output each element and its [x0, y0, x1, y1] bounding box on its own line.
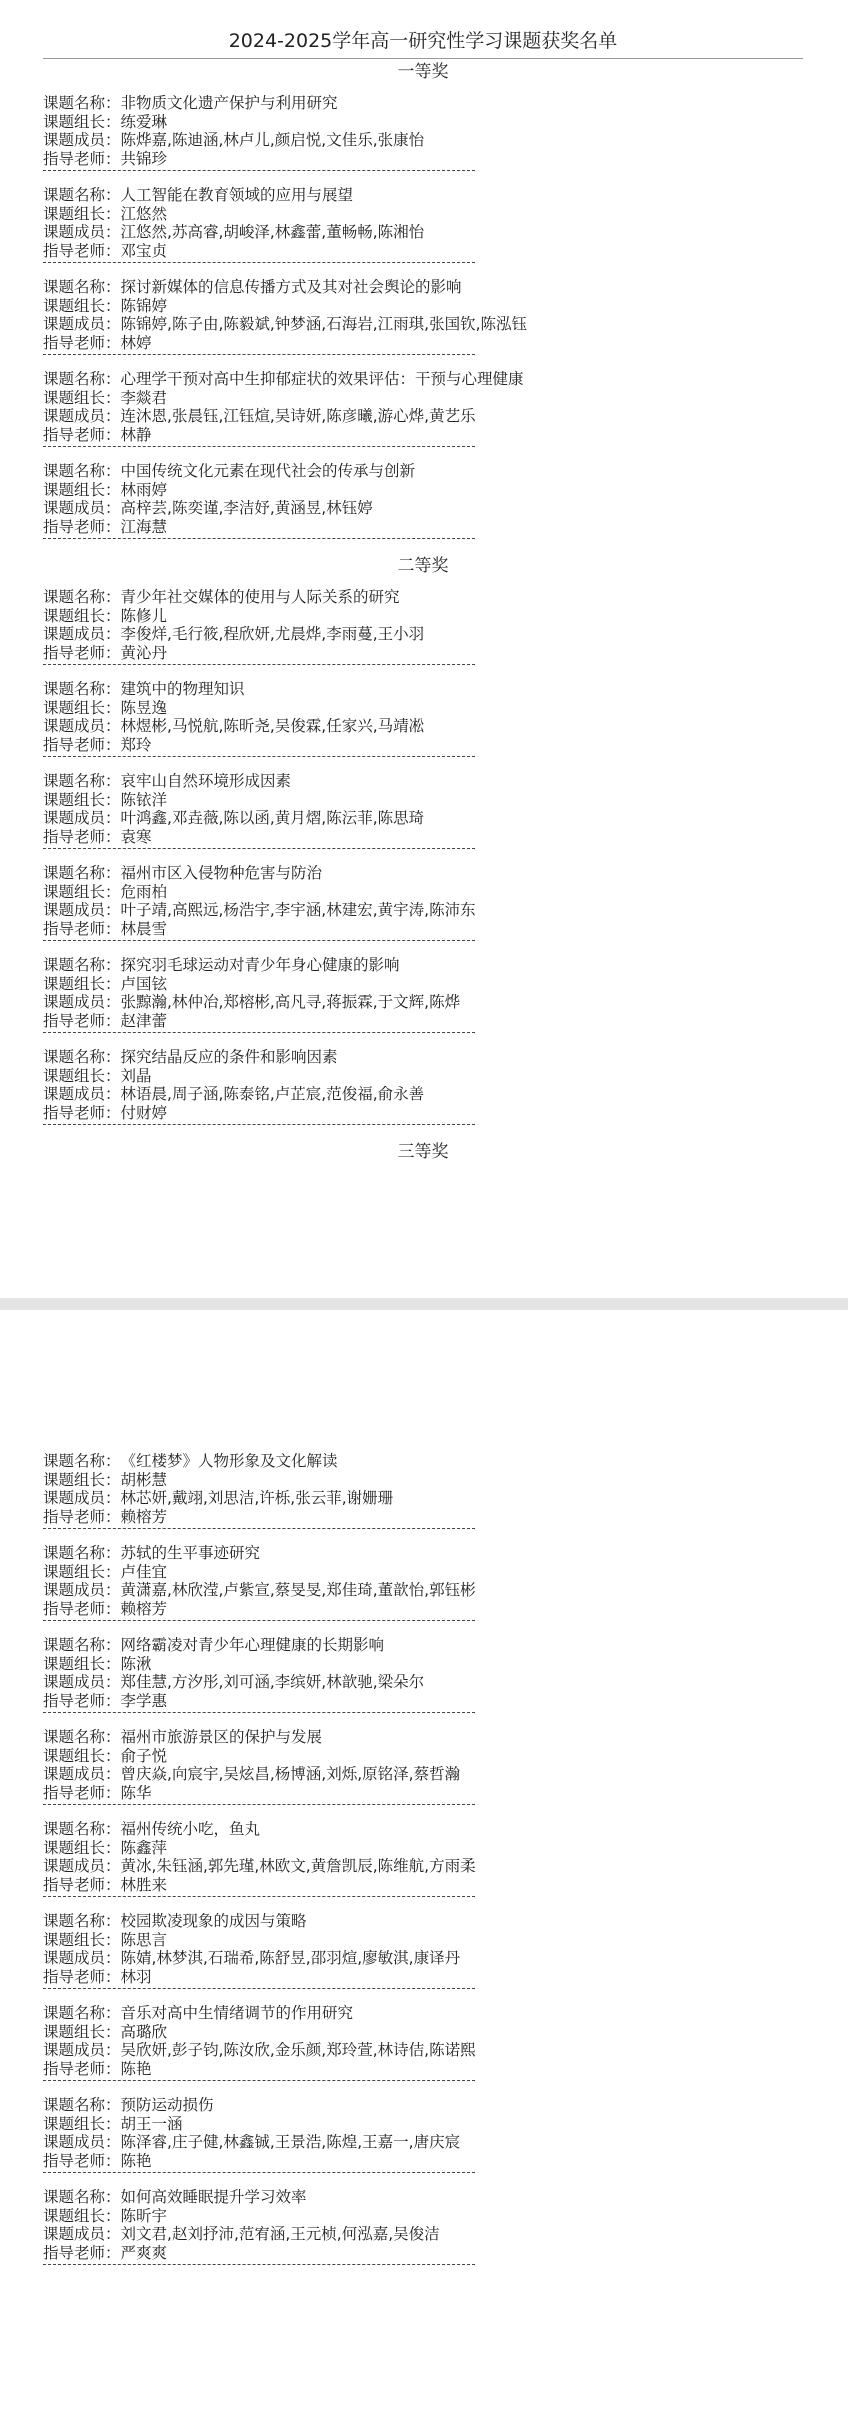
- entry-advisor: [43, 242, 803, 261]
- entry-members-value: 黄潇嘉,林欣滢,卢紫宣,蔡旻旻,郑佳琦,董歆怡,郭钰彬: [120, 1581, 476, 1599]
- entry-members-value: 高梓芸,陈奕谨,李洁妤,黄涵昱,林钰婷: [120, 499, 373, 517]
- entry-members-label: 课题成员：: [43, 499, 121, 517]
- entry-advisor-label: 指导老师：: [43, 517, 121, 536]
- entry-leader-value: 陈修儿: [120, 606, 168, 625]
- entry-members-value: 连沐恩,张晨钰,江钰煊,吴诗妍,陈彦曦,游心烨,黄艺乐: [120, 407, 476, 425]
- entry-advisor-value: 付财婷: [120, 1103, 168, 1122]
- entry-members-label: 课题成员：: [43, 2041, 121, 2059]
- entry-advisor-label: 指导老师：: [43, 1967, 121, 1986]
- entry-leader-value: 胡王一涵: [120, 2114, 183, 2133]
- entry-leader: [43, 1655, 803, 1674]
- entry-leader-label: 课题组长：: [43, 1654, 121, 1673]
- dashed-separator: [43, 1620, 475, 1621]
- entry-advisor: [43, 828, 803, 847]
- entry-advisor-value: 江海慧: [120, 517, 168, 536]
- dashed-separator: [43, 1032, 475, 1033]
- entry-leader: [43, 699, 803, 718]
- entry-members: [43, 223, 803, 242]
- entry-advisor-label: 指导老师：: [43, 827, 121, 846]
- entry-advisor-value: 赵津蕾: [120, 1011, 168, 1030]
- entry-topic-value: 建筑中的物理知识: [120, 680, 245, 698]
- entry-members-label: 课题成员：: [43, 1489, 121, 1507]
- entry-advisor: [43, 334, 803, 353]
- entry-members: [43, 407, 803, 426]
- entry-leader-value: 陈铱洋: [120, 790, 168, 809]
- entry-advisor: [43, 644, 803, 663]
- entry-members-value: 林语晨,周子涵,陈泰铭,卢芷宸,范俊福,俞永善: [120, 1085, 425, 1103]
- entry-members-label: 课题成员：: [43, 407, 121, 425]
- entry-topic-label: 课题名称：: [43, 680, 121, 698]
- entry-advisor-value: 林羽: [120, 1967, 152, 1986]
- entry-leader-value: 陈昕宇: [120, 2206, 168, 2225]
- award-entry: [43, 1728, 803, 1802]
- entry-members-value: 江悠然,苏高睿,胡峻泽,林鑫蕾,董畅畅,陈湘怡: [120, 223, 425, 241]
- entry-members-label: 课题成员：: [43, 625, 121, 643]
- entry-advisor-value: 林胜来: [120, 1875, 168, 1894]
- entry-topic-label: 课题名称：: [43, 956, 121, 974]
- entry-members-value: 陈婧,林梦淇,石瑞希,陈舒昱,邵羽煊,廖敏淇,康译丹: [120, 1949, 461, 1967]
- entry-topic: [43, 462, 803, 481]
- entry-topic-value: 苏轼的生平事迹研究: [120, 1544, 261, 1562]
- entry-members: [43, 131, 803, 150]
- entry-leader: [43, 607, 803, 626]
- entry-members-label: 课题成员：: [43, 901, 121, 919]
- entry-advisor-label: 指导老师：: [43, 1103, 121, 1122]
- entry-topic-value: 福州市旅游景区的保护与发展: [120, 1728, 323, 1746]
- entry-members-value: 陈锦婷,陈子由,陈毅斌,钟梦涵,石海岩,江雨琪,张国钦,陈泓钰: [120, 315, 528, 333]
- entry-leader: [43, 481, 803, 500]
- entry-members: [43, 809, 803, 828]
- entry-topic: [43, 956, 803, 975]
- dashed-separator: [43, 354, 475, 355]
- entry-topic-label: 课题名称：: [43, 1544, 121, 1562]
- entry-advisor-value: 陈艳: [120, 2059, 152, 2078]
- entry-topic: [43, 864, 803, 883]
- entry-leader-value: 高璐欣: [120, 2022, 168, 2041]
- entry-advisor: [43, 1600, 803, 1619]
- entry-leader-value: 林雨婷: [120, 480, 168, 499]
- entry-leader-value: 陈思言: [120, 1930, 168, 1949]
- entry-members: [43, 1489, 803, 1508]
- entry-topic-value: 音乐对高中生情绪调节的作用研究: [120, 2004, 354, 2022]
- entry-leader-value: 刘晶: [120, 1066, 152, 1085]
- award-entry: [43, 370, 803, 444]
- entry-advisor: [43, 518, 803, 537]
- dashed-separator: [43, 664, 475, 665]
- entry-members: [43, 1673, 803, 1692]
- award-entry: [43, 2096, 803, 2170]
- entry-leader-value: 陈湫: [120, 1654, 152, 1673]
- award-entry: [43, 772, 803, 846]
- entry-leader-label: 课题组长：: [43, 1746, 121, 1765]
- entry-advisor-value: 李学惠: [120, 1691, 168, 1710]
- award-entry: [43, 462, 803, 536]
- entry-members: [43, 717, 803, 736]
- entry-topic-value: 探讨新媒体的信息传播方式及其对社会舆论的影响: [120, 278, 462, 296]
- entry-leader-label: 课题组长：: [43, 882, 121, 901]
- entry-leader: [43, 389, 803, 408]
- dashed-separator: [43, 940, 475, 941]
- entry-advisor: [43, 1508, 803, 1527]
- entry-topic-label: 课题名称：: [43, 2188, 121, 2206]
- entry-advisor-label: 指导老师：: [43, 1783, 121, 1802]
- entry-leader-value: 危雨柏: [120, 882, 168, 901]
- entry-members-value: 吴欣妍,彭子钧,陈汝欣,金乐颜,郑玲萱,林诗佶,陈诺熙: [120, 2041, 476, 2059]
- entry-topic-value: 探究结晶反应的条件和影响因素: [120, 1048, 338, 1066]
- entry-members: [43, 2133, 803, 2152]
- entry-advisor: [43, 1692, 803, 1711]
- dashed-separator: [43, 1896, 475, 1897]
- entry-members-label: 课题成员：: [43, 717, 121, 735]
- entry-members: [43, 1949, 803, 1968]
- dashed-separator: [43, 1804, 475, 1805]
- entry-topic: [43, 1912, 803, 1931]
- award-entry: [43, 186, 803, 260]
- award-entry: [43, 1452, 803, 1526]
- entry-topic-value: 福州传统小吃，鱼丸: [120, 1820, 261, 1838]
- entry-leader-label: 课题组长：: [43, 480, 121, 499]
- entry-topic-value: 哀牢山自然环境形成因素: [120, 772, 292, 790]
- entry-members-value: 陈泽睿,庄子健,林鑫铖,王景浩,陈煌,王嘉一,唐庆宸: [120, 2133, 461, 2151]
- entry-members-label: 课题成员：: [43, 809, 121, 827]
- entry-topic: [43, 94, 803, 113]
- entry-topic-label: 课题名称：: [43, 1728, 121, 1746]
- entry-leader-value: 陈昱逸: [120, 698, 168, 717]
- entry-advisor: [43, 1876, 803, 1895]
- entry-advisor: [43, 736, 803, 755]
- dashed-separator: [43, 2172, 475, 2173]
- entry-topic-value: 心理学干预对高中生抑郁症状的效果评估：干预与心理健康: [120, 370, 524, 388]
- entry-topic: [43, 186, 803, 205]
- entry-leader-label: 课题组长：: [43, 2022, 121, 2041]
- entry-members-value: 叶鸿鑫,邓垚薇,陈以函,黄月熠,陈沄菲,陈思琦: [120, 809, 425, 827]
- entry-leader-value: 陈锦婷: [120, 296, 168, 315]
- entry-members: [43, 315, 803, 334]
- title-rule: [43, 58, 803, 59]
- entry-topic: [43, 278, 803, 297]
- entry-topic-label: 课题名称：: [43, 2004, 121, 2022]
- entry-topic: [43, 370, 803, 389]
- entry-leader-value: 练爱琳: [120, 112, 168, 131]
- entry-leader: [43, 1931, 803, 1950]
- entry-advisor-label: 指导老师：: [43, 1599, 121, 1618]
- entry-leader-label: 课题组长：: [43, 296, 121, 315]
- award-entry: [43, 956, 803, 1030]
- entry-advisor-value: 林静: [120, 425, 152, 444]
- award-entry: [43, 2004, 803, 2078]
- entry-leader-value: 俞子悦: [120, 1746, 168, 1765]
- entry-members: [43, 2041, 803, 2060]
- entry-advisor-value: 陈华: [120, 1783, 152, 1802]
- award-entry: [43, 1820, 803, 1894]
- dashed-separator: [43, 170, 475, 171]
- document-title: 2024-2025学年高一研究性学习课题获奖名单: [228, 30, 618, 52]
- entry-topic-label: 课题名称：: [43, 1048, 121, 1066]
- entry-members: [43, 1765, 803, 1784]
- entry-leader: [43, 297, 803, 316]
- page-separator: [0, 1298, 848, 1310]
- entry-leader-label: 课题组长：: [43, 1066, 121, 1085]
- entry-leader: [43, 1563, 803, 1582]
- entry-topic-value: 《红楼梦》人物形象及文化解读: [120, 1452, 338, 1470]
- section-heading-third-prize: 三等奖: [397, 1142, 449, 1162]
- entry-advisor-label: 指导老师：: [43, 1011, 121, 1030]
- entry-topic-value: 校园欺凌现象的成因与策略: [120, 1912, 307, 1930]
- entry-advisor-label: 指导老师：: [43, 1507, 121, 1526]
- dashed-separator: [43, 538, 475, 539]
- entry-advisor: [43, 1104, 803, 1123]
- entry-topic: [43, 1728, 803, 1747]
- award-entry: [43, 1912, 803, 1986]
- page-2-content: [43, 1452, 803, 2280]
- entry-advisor: [43, 1784, 803, 1803]
- entry-members: [43, 2225, 803, 2244]
- entry-advisor-label: 指导老师：: [43, 241, 121, 260]
- entry-advisor-label: 指导老师：: [43, 333, 121, 352]
- entry-topic-value: 非物质文化遗产保护与利用研究: [120, 94, 338, 112]
- entry-members-value: 黄冰,朱钰涵,郭先瑾,林欧文,黄詹凯辰,陈维航,方雨柔: [120, 1857, 476, 1875]
- entry-leader-label: 课题组长：: [43, 698, 121, 717]
- entry-topic: [43, 680, 803, 699]
- entry-topic-value: 福州市区入侵物种危害与防治: [120, 864, 323, 882]
- entry-members-value: 刘文君,赵刘抒沛,范宥涵,王元桢,何泓嘉,吴俊洁: [120, 2225, 440, 2243]
- entry-advisor-value: 邓宝贞: [120, 241, 168, 260]
- entry-advisor-value: 袁寒: [120, 827, 152, 846]
- entry-topic: [43, 1820, 803, 1839]
- section-heading-first-prize: 一等奖: [397, 62, 449, 82]
- entry-advisor-value: 林晨雪: [120, 919, 168, 938]
- entry-topic-label: 课题名称：: [43, 588, 121, 606]
- entry-advisor-label: 指导老师：: [43, 2151, 121, 2170]
- entry-members-value: 张黥瀚,林仲冶,郑榕彬,高凡寻,蒋振霖,于文辉,陈烨: [120, 993, 461, 1011]
- entry-advisor-value: 共锦珍: [120, 149, 168, 168]
- entry-topic: [43, 2004, 803, 2023]
- entry-topic-label: 课题名称：: [43, 278, 121, 296]
- entry-topic-value: 青少年社交媒体的使用与人际关系的研究: [120, 588, 400, 606]
- award-entry: [43, 864, 803, 938]
- entry-members-label: 课题成员：: [43, 223, 121, 241]
- entry-members-label: 课题成员：: [43, 1949, 121, 1967]
- award-entry: [43, 94, 803, 168]
- dashed-separator: [43, 1124, 475, 1125]
- entry-members: [43, 499, 803, 518]
- dashed-separator: [43, 1712, 475, 1713]
- entry-advisor-label: 指导老师：: [43, 2059, 121, 2078]
- entry-topic-label: 课题名称：: [43, 1820, 121, 1838]
- entry-members: [43, 1857, 803, 1876]
- dashed-separator: [43, 2264, 475, 2265]
- entry-topic-value: 网络霸凌对青少年心理健康的长期影响: [120, 1636, 385, 1654]
- entry-leader-value: 胡彬慧: [120, 1470, 168, 1489]
- award-entry: [43, 2188, 803, 2262]
- entry-advisor: [43, 2244, 803, 2263]
- document-page-2: [0, 1310, 848, 2420]
- entry-members-value: 曾庆焱,向宸宇,吴炫昌,杨博涵,刘烁,原铭泽,蔡哲瀚: [120, 1765, 461, 1783]
- entry-advisor-label: 指导老师：: [43, 1691, 121, 1710]
- entry-leader-label: 课题组长：: [43, 1838, 121, 1857]
- entry-members-value: 叶子靖,高熙远,杨浩宇,李宇涵,林建宏,黄宇涛,陈沛东: [120, 901, 476, 919]
- award-entry: [43, 680, 803, 754]
- entry-leader-value: 陈鑫萍: [120, 1838, 168, 1857]
- entry-topic-label: 课题名称：: [43, 94, 121, 112]
- entry-leader-label: 课题组长：: [43, 606, 121, 625]
- entry-advisor-label: 指导老师：: [43, 735, 121, 754]
- entry-topic-label: 课题名称：: [43, 186, 121, 204]
- entry-members-value: 林芯妍,戴翊,刘思洁,许栎,张云菲,谢姗珊: [120, 1489, 394, 1507]
- entry-advisor-value: 赖榕芳: [120, 1507, 168, 1526]
- entry-leader-label: 课题组长：: [43, 2206, 121, 2225]
- entry-members: [43, 1581, 803, 1600]
- entry-topic-label: 课题名称：: [43, 370, 121, 388]
- entry-leader: [43, 1067, 803, 1086]
- entry-leader: [43, 975, 803, 994]
- dashed-separator: [43, 2080, 475, 2081]
- entry-members: [43, 1085, 803, 1104]
- dashed-separator: [43, 848, 475, 849]
- award-entry: [43, 1048, 803, 1122]
- entry-topic-label: 课题名称：: [43, 462, 121, 480]
- dashed-separator: [43, 756, 475, 757]
- entry-topic: [43, 772, 803, 791]
- page-1-content: [43, 24, 803, 1174]
- dashed-separator: [43, 1528, 475, 1529]
- entry-topic-label: 课题名称：: [43, 1452, 121, 1470]
- section-second-prize: [43, 588, 803, 1125]
- entry-topic: [43, 1452, 803, 1471]
- entry-members-label: 课题成员：: [43, 2225, 121, 2243]
- entry-leader: [43, 1747, 803, 1766]
- entry-leader: [43, 2115, 803, 2134]
- entry-advisor-label: 指导老师：: [43, 643, 121, 662]
- dashed-separator: [43, 446, 475, 447]
- entry-members-value: 郑佳慧,方汐彤,刘可涵,李缤妍,林歆驰,梁朵尔: [120, 1673, 425, 1691]
- entry-leader: [43, 2207, 803, 2226]
- entry-topic-label: 课题名称：: [43, 1636, 121, 1654]
- section-third-prize: [43, 1452, 803, 2265]
- entry-leader: [43, 791, 803, 810]
- entry-topic-value: 预防运动损伤: [120, 2096, 214, 2114]
- entry-advisor-value: 林婷: [120, 333, 152, 352]
- entry-leader-label: 课题组长：: [43, 1930, 121, 1949]
- entry-leader-value: 卢国铉: [120, 974, 168, 993]
- entry-topic: [43, 1636, 803, 1655]
- entry-topic: [43, 2096, 803, 2115]
- entry-leader-label: 课题组长：: [43, 974, 121, 993]
- entry-members-value: 林煜彬,马悦航,陈昕尧,吴俊霖,任家兴,马靖凇: [120, 717, 425, 735]
- entry-topic-label: 课题名称：: [43, 1912, 121, 1930]
- entry-topic: [43, 588, 803, 607]
- entry-members-label: 课题成员：: [43, 315, 121, 333]
- entry-topic-value: 中国传统文化元素在现代社会的传承与创新: [120, 462, 416, 480]
- entry-advisor-label: 指导老师：: [43, 149, 121, 168]
- entry-members-label: 课题成员：: [43, 1857, 121, 1875]
- entry-leader: [43, 2023, 803, 2042]
- entry-topic-label: 课题名称：: [43, 864, 121, 882]
- entry-leader-label: 课题组长：: [43, 112, 121, 131]
- entry-members-label: 课题成员：: [43, 1085, 121, 1103]
- entry-members-label: 课题成员：: [43, 1765, 121, 1783]
- entry-advisor-value: 郑玲: [120, 735, 152, 754]
- entry-members-label: 课题成员：: [43, 131, 121, 149]
- entry-leader-label: 课题组长：: [43, 1562, 121, 1581]
- award-entry: [43, 278, 803, 352]
- entry-members-label: 课题成员：: [43, 993, 121, 1011]
- dashed-separator: [43, 262, 475, 263]
- entry-advisor-value: 黄沁丹: [120, 643, 168, 662]
- entry-leader: [43, 883, 803, 902]
- award-entry: [43, 1544, 803, 1618]
- award-entry: [43, 1636, 803, 1710]
- entry-leader-label: 课题组长：: [43, 388, 121, 407]
- entry-members-value: 陈烨嘉,陈迪涵,林卢儿,颜启悦,文佳乐,张康怡: [120, 131, 425, 149]
- award-entry: [43, 588, 803, 662]
- entry-topic: [43, 1048, 803, 1067]
- entry-leader: [43, 1839, 803, 1858]
- entry-advisor: [43, 426, 803, 445]
- entry-topic-value: 人工智能在教育领域的应用与展望: [120, 186, 354, 204]
- entry-advisor-value: 赖榕芳: [120, 1599, 168, 1618]
- entry-advisor: [43, 1968, 803, 1987]
- entry-members-label: 课题成员：: [43, 1673, 121, 1691]
- entry-members-label: 课题成员：: [43, 2133, 121, 2151]
- entry-leader-value: 李燚君: [120, 388, 168, 407]
- entry-advisor-value: 严爽爽: [120, 2243, 168, 2262]
- entry-topic-value: 如何高效睡眠提升学习效率: [120, 2188, 307, 2206]
- entry-members: [43, 901, 803, 920]
- entry-leader-label: 课题组长：: [43, 2114, 121, 2133]
- entry-advisor-label: 指导老师：: [43, 919, 121, 938]
- entry-advisor: [43, 1012, 803, 1031]
- entry-advisor-label: 指导老师：: [43, 2243, 121, 2262]
- entry-leader-value: 卢佳宜: [120, 1562, 168, 1581]
- entry-advisor-value: 陈艳: [120, 2151, 152, 2170]
- dashed-separator: [43, 1988, 475, 1989]
- section-first-prize: [43, 94, 803, 539]
- entry-topic-label: 课题名称：: [43, 2096, 121, 2114]
- entry-leader-value: 江悠然: [120, 204, 168, 223]
- entry-advisor-label: 指导老师：: [43, 425, 121, 444]
- section-heading-second-prize: 二等奖: [397, 556, 449, 576]
- entry-members: [43, 993, 803, 1012]
- entry-leader: [43, 113, 803, 132]
- entry-advisor: [43, 920, 803, 939]
- entry-advisor: [43, 2060, 803, 2079]
- entry-topic-label: 课题名称：: [43, 772, 121, 790]
- entry-advisor: [43, 2152, 803, 2171]
- entry-advisor-label: 指导老师：: [43, 1875, 121, 1894]
- entry-leader-label: 课题组长：: [43, 790, 121, 809]
- entry-leader: [43, 1471, 803, 1490]
- entry-topic: [43, 1544, 803, 1563]
- entry-leader: [43, 205, 803, 224]
- entry-topic-value: 探究羽毛球运动对青少年身心健康的影响: [120, 956, 400, 974]
- entry-advisor: [43, 150, 803, 169]
- entry-leader-label: 课题组长：: [43, 204, 121, 223]
- entry-leader-label: 课题组长：: [43, 1470, 121, 1489]
- entry-topic: [43, 2188, 803, 2207]
- entry-members-label: 课题成员：: [43, 1581, 121, 1599]
- entry-members-value: 李俊烊,毛行筱,程欣妍,尤晨烨,李雨蔓,王小羽: [120, 625, 425, 643]
- entry-members: [43, 625, 803, 644]
